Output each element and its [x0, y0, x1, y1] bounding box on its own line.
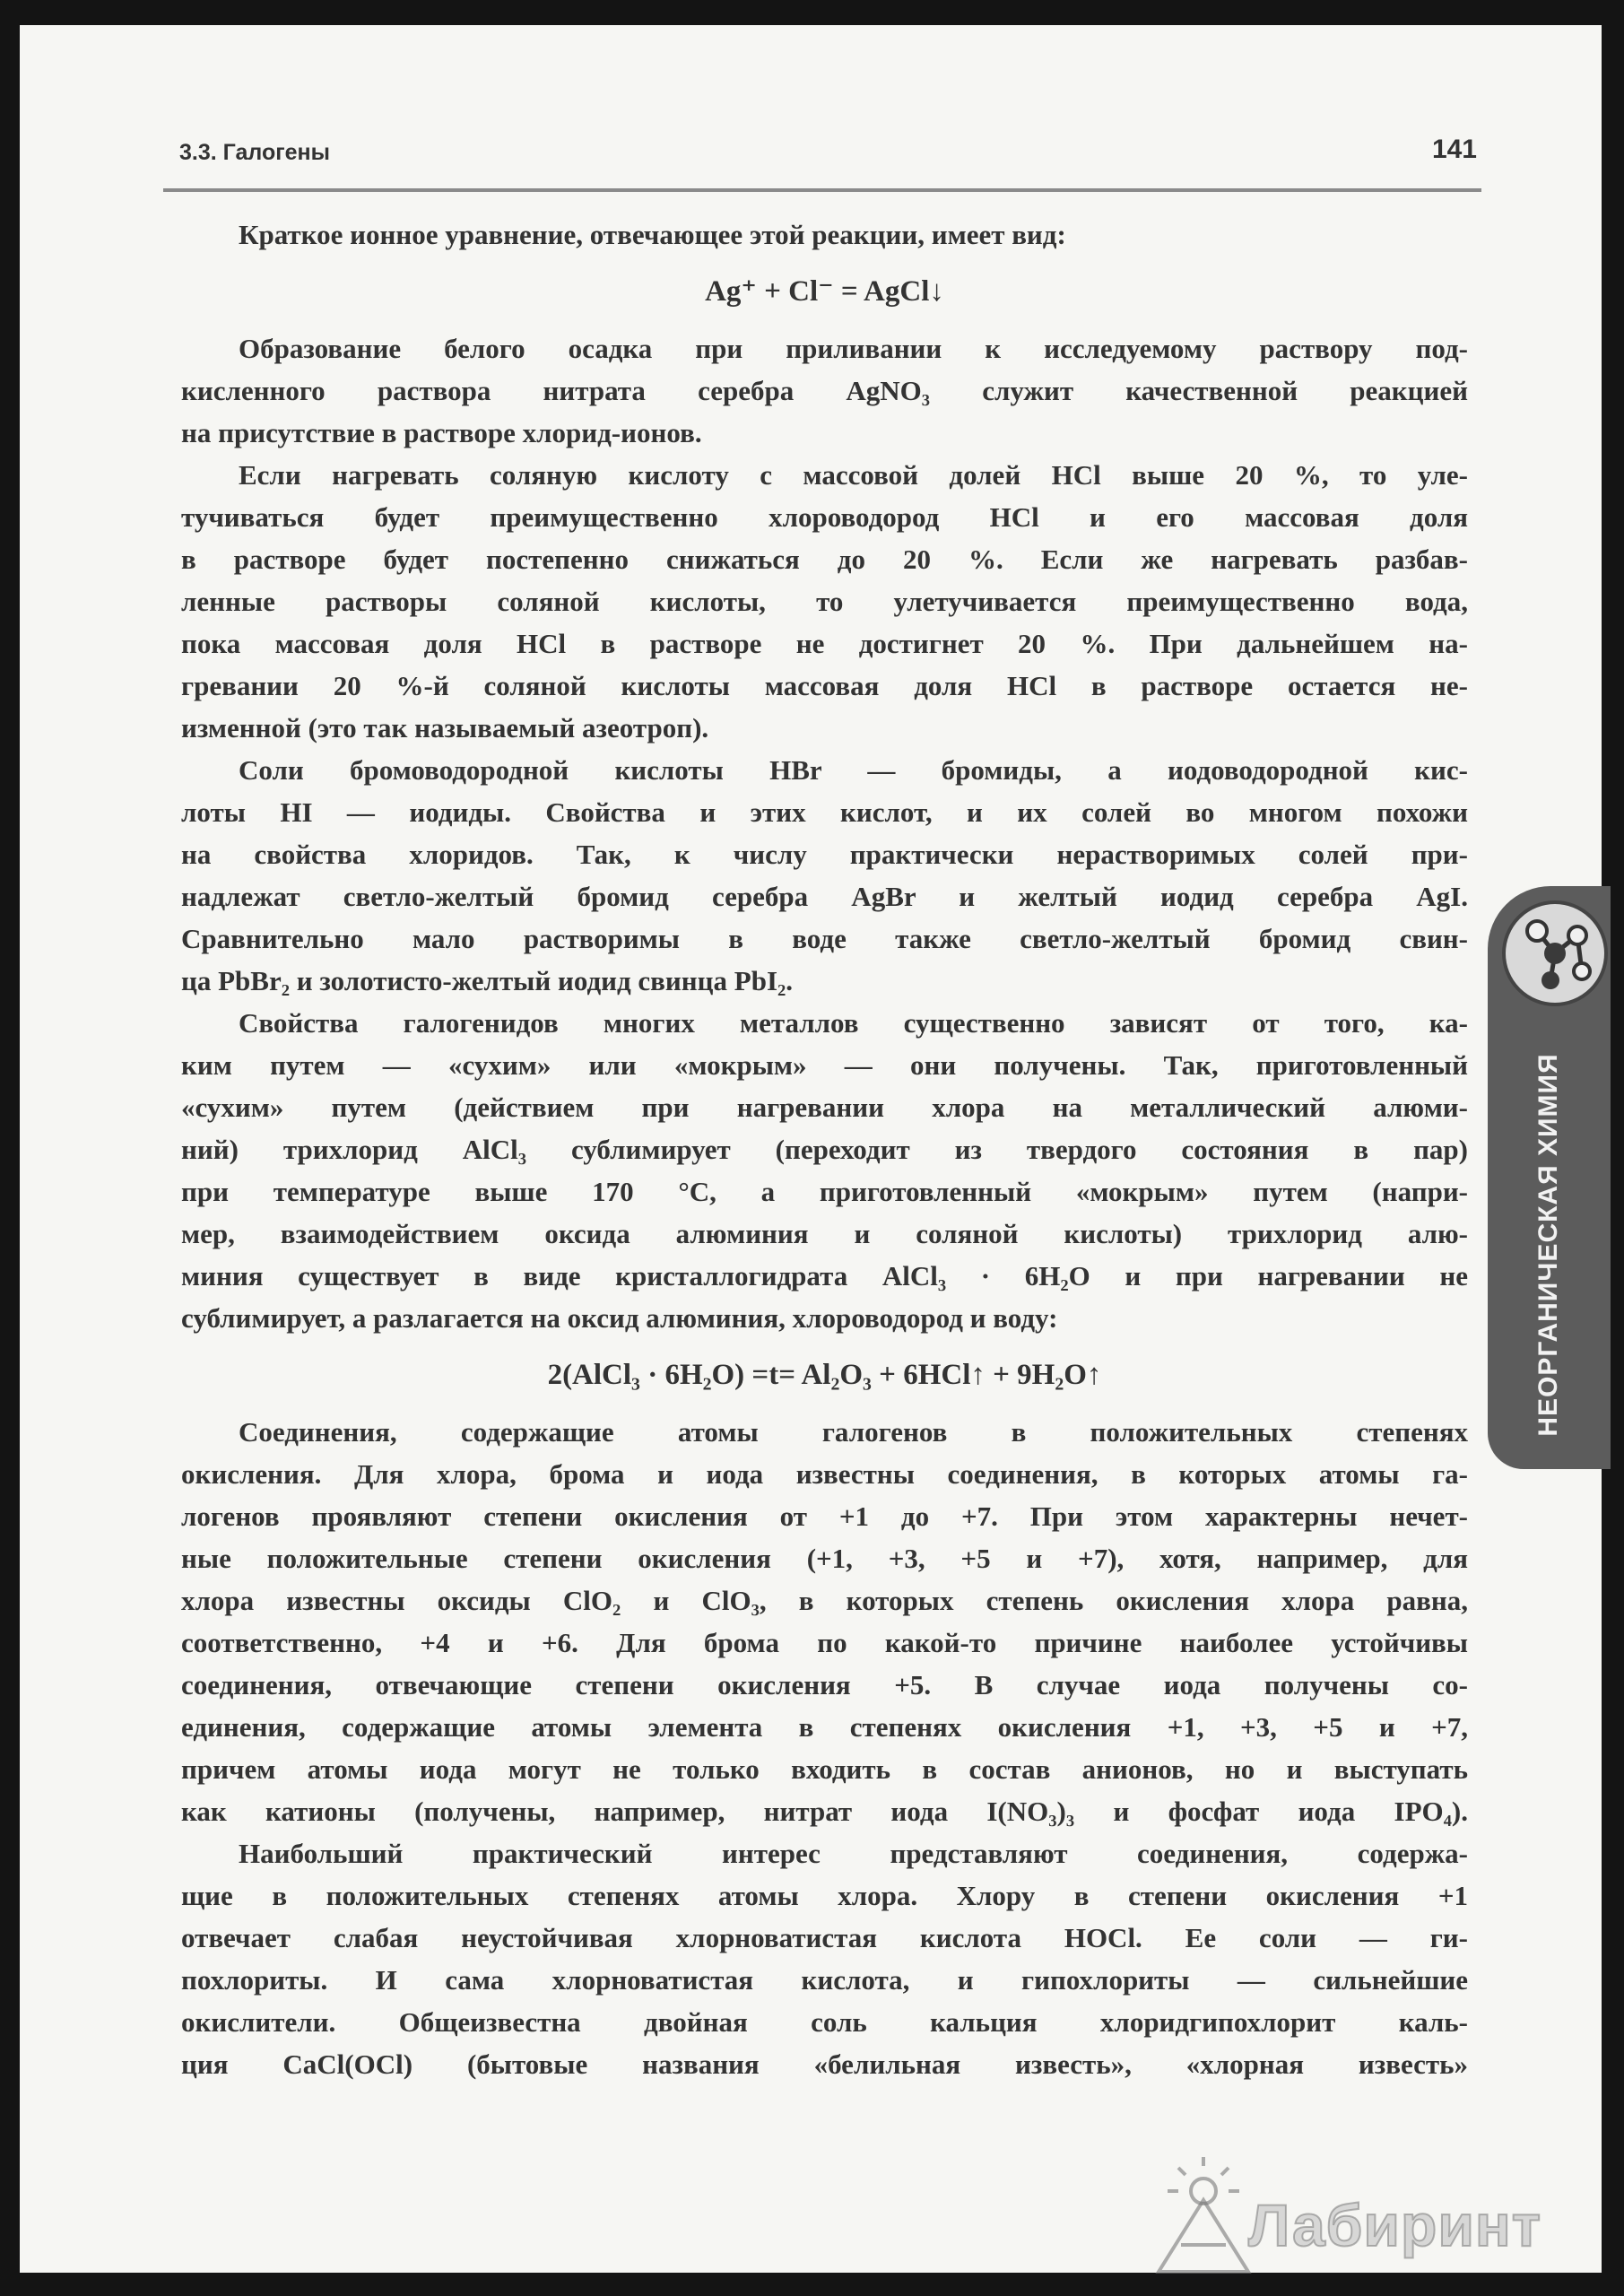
text-line: Свойства галогенидов многих металлов существенно зависят от того, ка- [239, 1007, 1468, 1039]
text-line: Соли бромоводородной кислоты HBr — бромиды, а иодоводородной кис- [239, 754, 1468, 786]
text-line: пока массовая доля HCl в растворе не достигнет 20 %. При дальнейшем на- [181, 628, 1468, 659]
side-tab-label: НЕОРГАНИЧЕСКАЯ ХИМИЯ [1533, 1053, 1563, 1437]
text-line: изменной (это так называемый азеотроп). [181, 712, 709, 744]
watermark-text: Лабиринт [1248, 2192, 1542, 2258]
section-title: 3.3. Галогены [179, 140, 330, 165]
page-body [181, 213, 1468, 2085]
text-line: в растворе будет постепенно снижаться до 20 %. Если же нагревать разбав- [181, 544, 1468, 575]
text-line: ные положительные степени окисления (+1, +3, +5 и +7), хотя, например, для [181, 1543, 1468, 1574]
text-line: соответственно, +4 и +6. Для брома по какой-то причине наиболее устойчивы [181, 1627, 1468, 1658]
text-line: Наибольший практический интерес представляют соединения, содержа- [239, 1838, 1468, 1869]
page-number: 141 [1431, 135, 1477, 164]
text-line: единения, содержащие атомы элемента в степенях окисления +1, +3, +5 и +7, [181, 1711, 1468, 1743]
text-line: окислители. Общеизвестна двойная соль кальция хлоридгипохлорит каль- [181, 2006, 1468, 2038]
formula-line: Ag⁺ + Cl⁻ = AgCl↓ [705, 275, 944, 308]
text-line: тучиваться будет преимущественно хлороводород HCl и его массовая доля [181, 501, 1468, 533]
text-line: Если нагревать соляную кислоту с массовой долей HCl выше 20 %, то уле- [239, 459, 1468, 491]
molecule-icon [1502, 900, 1608, 1006]
text-line: похлориты. И сама хлорноватистая кислота, и гипохлориты — сильнейшие [181, 1964, 1468, 1996]
text-line: на присутствие в растворе хлорид-ионов. [181, 417, 702, 448]
text-line: ца PbBr₂ и золотисто-желтый иодид свинца PbI₂. [181, 965, 794, 996]
text-line: на свойства хлоридов. Так, к числу практически нерастворимых солей при- [181, 839, 1468, 870]
text-line: причем атомы иода могут не только входить в состав анионов, но и выступать [181, 1753, 1468, 1785]
book-page [20, 25, 1602, 2273]
text-line: лоты HI — иодиды. Свойства и этих кислот, и их солей во многом похожи [181, 796, 1468, 828]
text-line: гревании 20 %-й соляной кислоты массовая доля HCl в растворе остается не- [181, 670, 1468, 701]
text-line: при температуре выше 170 °C, а приготовленный «мокрым» путем (напри- [181, 1176, 1468, 1207]
formula-line: 2(AlCl₃ · 6H₂O) =t= Al₂O₃ + 6HCl↑ + 9H₂O↑ [547, 1359, 1102, 1391]
text-line: Сравнительно мало растворимы в воде также светло-желтый бромид свин- [181, 923, 1468, 954]
text-line: Соединения, содержащие атомы галогенов в положительных степенях [239, 1416, 1468, 1448]
text-line: Образование белого осадка при приливании к исследуемому раствору под- [239, 333, 1468, 364]
side-tab [1488, 886, 1611, 1469]
text-line: окисления. Для хлора, брома и иода известны соединения, в которых атомы га- [181, 1458, 1468, 1490]
text-line: мер, взаимодействием оксида алюминия и соляной кислоты) трихлорид алю- [181, 1218, 1468, 1249]
text-line: как катионы (получены, например, нитрат иода I(NO₃)₃ и фосфат иода IPO₄). [181, 1796, 1468, 1827]
text-line: сублимирует, а разлагается на оксид алюминия, хлороводород и воду: [181, 1302, 1058, 1334]
text-line: отвечает слабая неустойчивая хлорноватистая кислота HOCl. Ее соли — ги- [181, 1922, 1468, 1953]
text-line: надлежат светло-желтый бромид серебра AgBr и желтый иодид серебра AgI. [181, 881, 1468, 912]
text-line: миния существует в виде кристаллогидрата AlCl₃ · 6H₂O и при нагревании не [181, 1260, 1468, 1292]
text-line: ленные растворы соляной кислоты, то улетучивается преимущественно вода, [181, 586, 1468, 617]
text-line: щие в положительных степенях атомы хлора. Хлору в степени окисления +1 [181, 1880, 1468, 1911]
text-line: ция CaCl(OCl) (бытовые названия «белильная известь», «хлорная известь» [181, 2048, 1468, 2080]
text-line: ний) трихлорид AlCl₃ сублимирует (переходит из твердого состояния в пар) [181, 1134, 1468, 1165]
page-header [163, 115, 1477, 178]
text-line: «сухим» путем (действием при нагревании хлора на металлический алюми- [181, 1091, 1468, 1123]
text-line: соединения, отвечающие степени окисления +5. В случае иода получены со- [181, 1669, 1468, 1700]
watermark [1141, 2155, 1589, 2281]
text-line: Краткое ионное уравнение, отвечающее этой реакции, имеет вид: [239, 219, 1066, 250]
text-line: логенов проявляют степени окисления от +1 до +7. При этом характерны нечет- [181, 1500, 1468, 1532]
text-line: ким путем — «сухим» или «мокрым» — они получены. Так, приготовленный [181, 1049, 1468, 1081]
text-line: кисленного раствора нитрата серебра AgNO₃ служит качественной реакцией [181, 375, 1468, 406]
header-rule [163, 188, 1481, 192]
text-line: хлора известны оксиды ClO₂ и ClO₃, в которых степень окисления хлора равна, [181, 1585, 1468, 1616]
